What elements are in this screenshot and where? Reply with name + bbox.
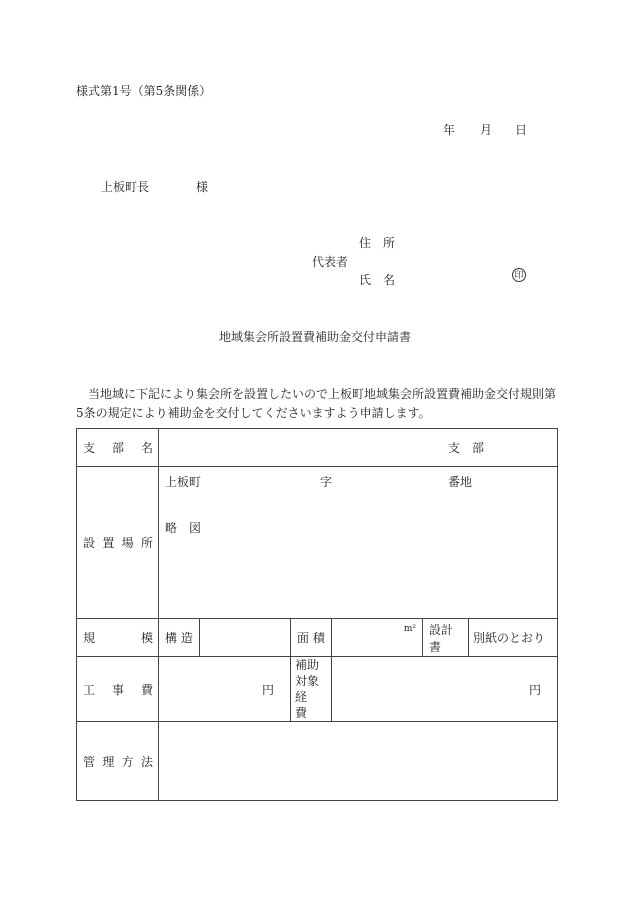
name-label: 氏 名 [359, 273, 396, 287]
branch-name-field[interactable] [159, 429, 558, 467]
structure-field[interactable] [200, 619, 291, 657]
management-field[interactable] [159, 722, 558, 801]
body-line-1: 当地域に下記により集会所を設置したいので上板町地域集会所設置費補助金交付規則第 [88, 387, 557, 401]
cost-label: 工 事 費 [77, 657, 159, 722]
addressee-honorific: 様 [196, 180, 209, 194]
subsidy-target-field[interactable] [332, 657, 558, 722]
area-unit: m² [403, 624, 416, 634]
area-field[interactable] [332, 619, 423, 657]
date-day: 日 [515, 123, 528, 137]
date-month: 月 [480, 123, 493, 137]
yen-unit-2: 円 [529, 682, 542, 697]
scale-label: 規 模 [77, 619, 159, 657]
body-line-2: 5条の規定により補助金を交付してくださいますよう申請します。 [76, 406, 431, 420]
row-cost [77, 657, 558, 722]
address-label: 住 所 [359, 236, 396, 250]
date-year: 年 [443, 123, 456, 137]
aza-text: 字 [320, 475, 333, 489]
area-label: 面 積 [291, 619, 332, 657]
yen-unit-1: 円 [261, 682, 274, 697]
structure-label: 構 造 [159, 619, 200, 657]
subsidy-target-label: 補助対象 経 費 [291, 657, 332, 722]
application-table [76, 428, 558, 801]
row-management [77, 722, 558, 801]
row-branch-name [77, 429, 558, 467]
design-label: 設計書 [423, 619, 469, 657]
document-title: 地域集会所設置費補助金交付申請書 [219, 330, 412, 344]
banchi-text: 番地 [448, 475, 473, 489]
form-number: 様式第1号（第5条関係） [76, 84, 212, 98]
branch-suffix: 支 部 [448, 441, 485, 455]
branch-name-label: 支 部 名 [77, 429, 159, 467]
cost-field[interactable] [159, 657, 291, 722]
location-label: 設 置 場 所 [77, 467, 159, 619]
body-paragraph [76, 385, 556, 423]
sketch-label: 略 図 [165, 521, 202, 535]
town-text: 上板町 [165, 475, 202, 489]
as-attached-text: 別紙のとおり [469, 619, 558, 657]
representative-label: 代表者 [312, 255, 349, 269]
row-location [77, 467, 558, 619]
location-field[interactable] [159, 467, 558, 619]
row-scale [77, 619, 558, 657]
management-label: 管 理 方 法 [77, 722, 159, 801]
seal-mark: 印 [512, 268, 526, 282]
addressee-name: 上板町長 [101, 180, 150, 194]
